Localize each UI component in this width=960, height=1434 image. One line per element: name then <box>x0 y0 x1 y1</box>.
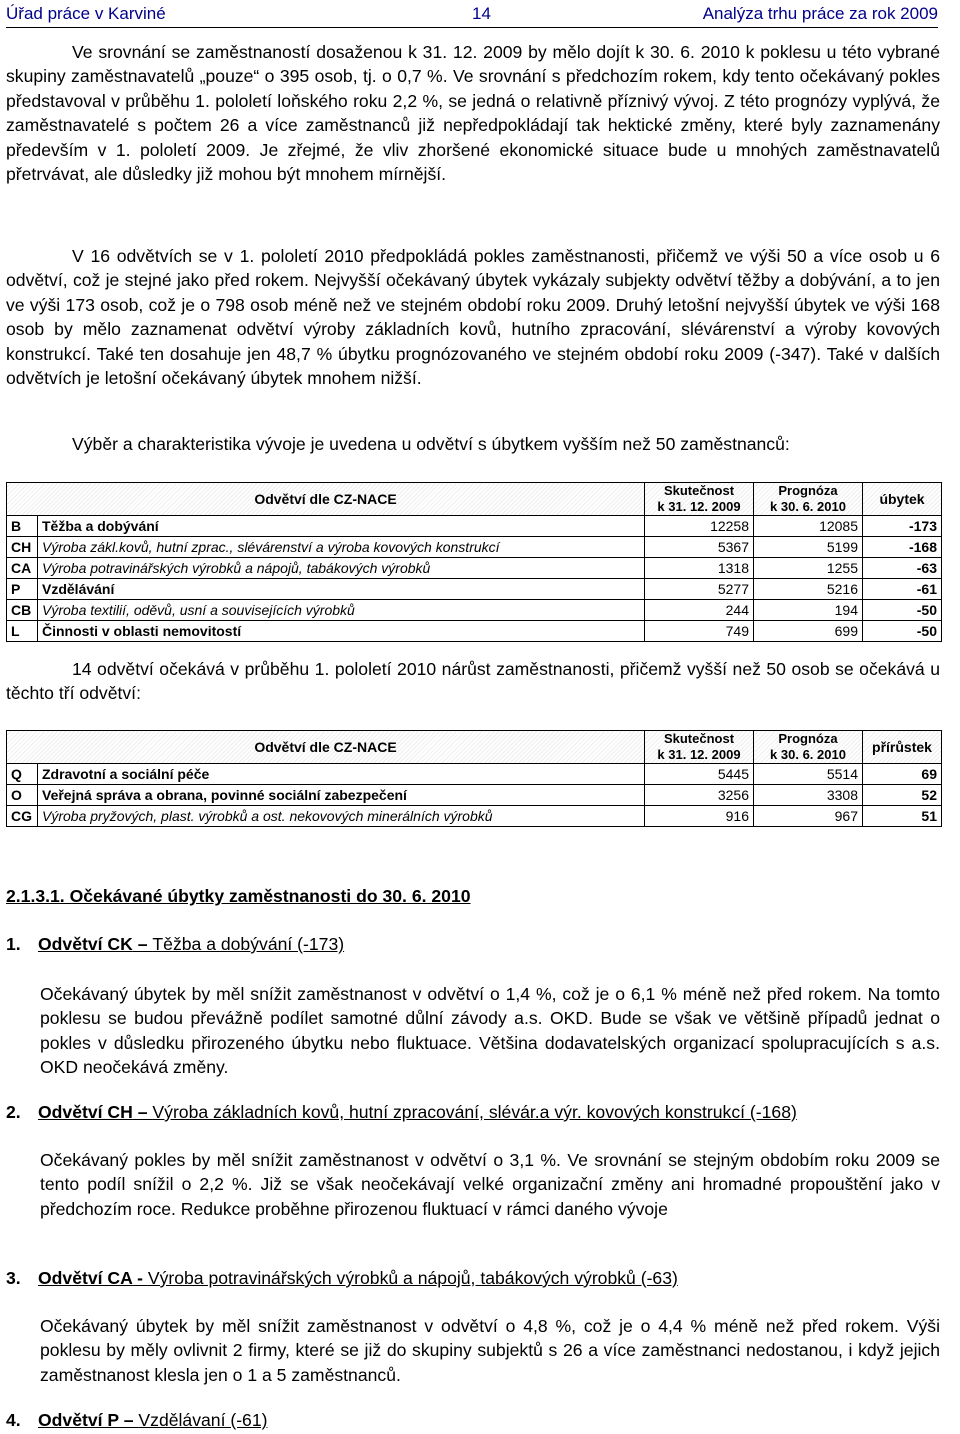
cell-forecast: 12085 <box>754 516 863 537</box>
header-forecast: Prognóza k 30. 6. 2010 <box>754 483 863 516</box>
cell-name: Vzdělávání <box>38 579 645 600</box>
cell-forecast: 699 <box>754 621 863 642</box>
cell-delta: -168 <box>863 537 942 558</box>
item-number: 3. <box>6 1268 21 1288</box>
paragraph-sector-decline: V 16 odvětvích se v 1. pololetí 2010 předpokládá pokles zaměstnanosti, přičemž ve výši 50 a více osob u 6 odvětví, což je stejné jako před rokem. Nejvyšší očekávaný úbytek vykázaly subjekty odvětví těžby a dobývání, a to jen ve výši 173 osob, což je o 798 osob méně než ve stejném období roku 2009. Druhý letošní nejvyšší úbytek ve výši 168 osob by mělo zaznamenat odvětví výroby základních kovů, hutního zpracování, slévárenství a výroby kovových konstrukcí. Také ten dosahuje jen 48,7 % úbytku prognózovaného ve stejném období roku 2009 (-347). Také v dalších odvětvích je letošní očekávaný úbytek mnohem nižší. <box>6 246 940 389</box>
cell-actual: 1318 <box>645 558 754 579</box>
header-delta: přírůstek <box>863 731 942 764</box>
item-title: Těžba a dobývání (-173) <box>152 934 345 954</box>
header-page-number: 14 <box>472 4 491 23</box>
cell-forecast: 5199 <box>754 537 863 558</box>
cell-name: Těžba a dobývání <box>38 516 645 537</box>
header-report-title: Analýza trhu práce za rok 2009 <box>702 4 938 23</box>
item-text: Očekávaný úbytek by měl snížit zaměstnanost v odvětví o 4,8 %, což je o 4,4 % méně než před rokem. Výši poklesu by měly ovlivnit 2 firmy, které se již do skupiny subjektů s 26 a více zaměstnanci nedostanou, i když jejich zaměstnanost klesla jen o 1 a 5 zaměstnanců. <box>40 1316 940 1385</box>
cell-delta: -50 <box>863 621 942 642</box>
cell-forecast: 5514 <box>754 764 863 785</box>
table-row <box>7 558 942 579</box>
cell-actual: 3256 <box>645 785 754 806</box>
cell-delta: 51 <box>863 806 942 827</box>
cell-forecast: 967 <box>754 806 863 827</box>
table-sector-decline <box>6 482 942 642</box>
cell-forecast: 194 <box>754 600 863 621</box>
item-title: Výroba základních kovů, hutní zpracování, slévár.a výr. kovových konstrukcí (-168) <box>152 1102 797 1122</box>
cell-code: B <box>7 516 38 537</box>
table-row <box>7 516 942 537</box>
cell-name: Zdravotní a sociální péče <box>38 764 645 785</box>
cell-code: CH <box>7 537 38 558</box>
table-header-row <box>7 731 942 764</box>
cell-name: Výroba zákl.kovů, hutní zprac., slévárenství a výroba kovových konstrukcí <box>38 537 645 558</box>
cell-code: O <box>7 785 38 806</box>
item-code: Odvětví P <box>38 1410 119 1430</box>
header-sector: Odvětví dle CZ-NACE <box>7 731 645 764</box>
paragraph-employment-comparison: Ve srovnání se zaměstnaností dosaženou k 31. 12. 2009 by mělo dojít k 30. 6. 2010 k poklesu u této vybrané skupiny zaměstnavatelů „pouze“ o 395 osob, tj. o 0,7 %. Ve srovnání s předchozím rokem, kdy tento očekávaný pokles představoval v průběhu 1. pololetí loňského roku 2,2 %, se jedná o relativně příznivý vývoj. Z této prognózy vyplývá, že zaměstnavatelé s počtem 26 a více zaměstnanců již nepředpokládají tak hektické změny, které byly zaznamenány především v 1. pololetí 2009. Je zřejmé, že vliv zhoršené ekonomické situace bude u mnohých zaměstnavatelů přetrvávat, ale důsledky již mohou být mnohem mírnější. <box>6 42 940 185</box>
cell-delta: -50 <box>863 600 942 621</box>
item-title: Výroba potravinářských výrobků a nápojů, tabákových výrobků (-63) <box>147 1268 678 1288</box>
item-number: 4. <box>6 1410 21 1430</box>
cell-delta: 52 <box>863 785 942 806</box>
item-code: Odvětví CA <box>38 1268 133 1288</box>
table-row <box>7 621 942 642</box>
item-heading: 3. Odvětví CA - Výroba potravinářských výrobků a nápojů, tabákových výrobků (-63) <box>6 1268 678 1288</box>
cell-code: CA <box>7 558 38 579</box>
cell-name: Veřejná správa a obrana, povinné sociální zabezpečení <box>38 785 645 806</box>
cell-name: Výroba textilií, oděvů, usní a souvisejících výrobků <box>38 600 645 621</box>
cell-forecast: 3308 <box>754 785 863 806</box>
cell-actual: 12258 <box>645 516 754 537</box>
header-actual: Skutečnost k 31. 12. 2009 <box>645 483 754 516</box>
cell-code: Q <box>7 764 38 785</box>
header-delta: úbytek <box>863 483 942 516</box>
header-divider <box>6 27 938 28</box>
table-header-row <box>7 483 942 516</box>
item-text: Očekávaný úbytek by měl snížit zaměstnanost v odvětví o 1,4 %, což je o 6,1 % méně než před rokem. Na tomto poklesu se budou převážně podílet samotné důlní závody a.s. OKD. Bude se však ve většině případů jednat o pokles v důsledku přirozeného úbytku nebo fluktuace. Většina dodavatelských organizací spolupracujících s a.s. OKD neočekává změny. <box>40 984 940 1078</box>
item-heading: 1. Odvětví CK – Těžba a dobývání (-173) <box>6 934 345 954</box>
cell-actual: 916 <box>645 806 754 827</box>
item-text: Očekávaný pokles by měl snížit zaměstnanost v odvětví o 3,1 %. Ve srovnání se stejným obdobím roku 2009 se tento podíl snížil o 2,2 %. Již se však neočekávají velké organizační změny ani hromadné propouštění jako v předchozím roce. Redukce proběhne přirozenou fluktuací v rámci daného vývoje <box>40 1150 940 1219</box>
cell-delta: -61 <box>863 579 942 600</box>
item-code: Odvětví CK <box>38 934 133 954</box>
cell-code: L <box>7 621 38 642</box>
cell-forecast: 1255 <box>754 558 863 579</box>
cell-actual: 244 <box>645 600 754 621</box>
table-row <box>7 806 942 827</box>
header-forecast: Prognóza k 30. 6. 2010 <box>754 731 863 764</box>
cell-actual: 5367 <box>645 537 754 558</box>
table-row <box>7 764 942 785</box>
cell-name: Činnosti v oblasti nemovitostí <box>38 621 645 642</box>
page-header <box>6 4 938 26</box>
cell-forecast: 5216 <box>754 579 863 600</box>
header-sector: Odvětví dle CZ-NACE <box>7 483 645 516</box>
item-number: 1. <box>6 934 21 954</box>
paragraph-selection-intro: Výběr a charakteristika vývoje je uvedena u odvětví s úbytkem vyšším než 50 zaměstnanců: <box>72 434 790 454</box>
cell-actual: 749 <box>645 621 754 642</box>
cell-code: CG <box>7 806 38 827</box>
item-title: Vzdělávaní (-61) <box>138 1410 268 1430</box>
table-row <box>7 785 942 806</box>
table-sector-growth <box>6 730 942 827</box>
cell-delta: -63 <box>863 558 942 579</box>
cell-name: Výroba potravinářských výrobků a nápojů, tabákových výrobků <box>38 558 645 579</box>
table-row <box>7 600 942 621</box>
table-row <box>7 537 942 558</box>
cell-actual: 5277 <box>645 579 754 600</box>
header-actual: Skutečnost k 31. 12. 2009 <box>645 731 754 764</box>
cell-delta: 69 <box>863 764 942 785</box>
item-heading: 4. Odvětví P – Vzdělávaní (-61) <box>6 1410 268 1430</box>
section-heading: 2.1.3.1. Očekávané úbytky zaměstnanosti do 30. 6. 2010 <box>6 886 471 906</box>
cell-actual: 5445 <box>645 764 754 785</box>
header-office: Úřad práce v Karviné <box>6 4 166 23</box>
cell-delta: -173 <box>863 516 942 537</box>
cell-code: P <box>7 579 38 600</box>
item-number: 2. <box>6 1102 21 1122</box>
table-row <box>7 579 942 600</box>
cell-name: Výroba pryžových, plast. výrobků a ost. nekovových minerálních výrobků <box>38 806 645 827</box>
paragraph-growth-intro: 14 odvětví očekává v průběhu 1. pololetí 2010 nárůst zaměstnanosti, přičemž vyšší než 50 osob se očekává u těchto tří odvětví: <box>6 659 940 704</box>
item-heading: 2. Odvětví CH – Výroba základních kovů, hutní zpracování, slévár.a výr. kovových konstrukcí (-168) <box>6 1102 797 1122</box>
item-code: Odvětví CH <box>38 1102 133 1122</box>
cell-code: CB <box>7 600 38 621</box>
